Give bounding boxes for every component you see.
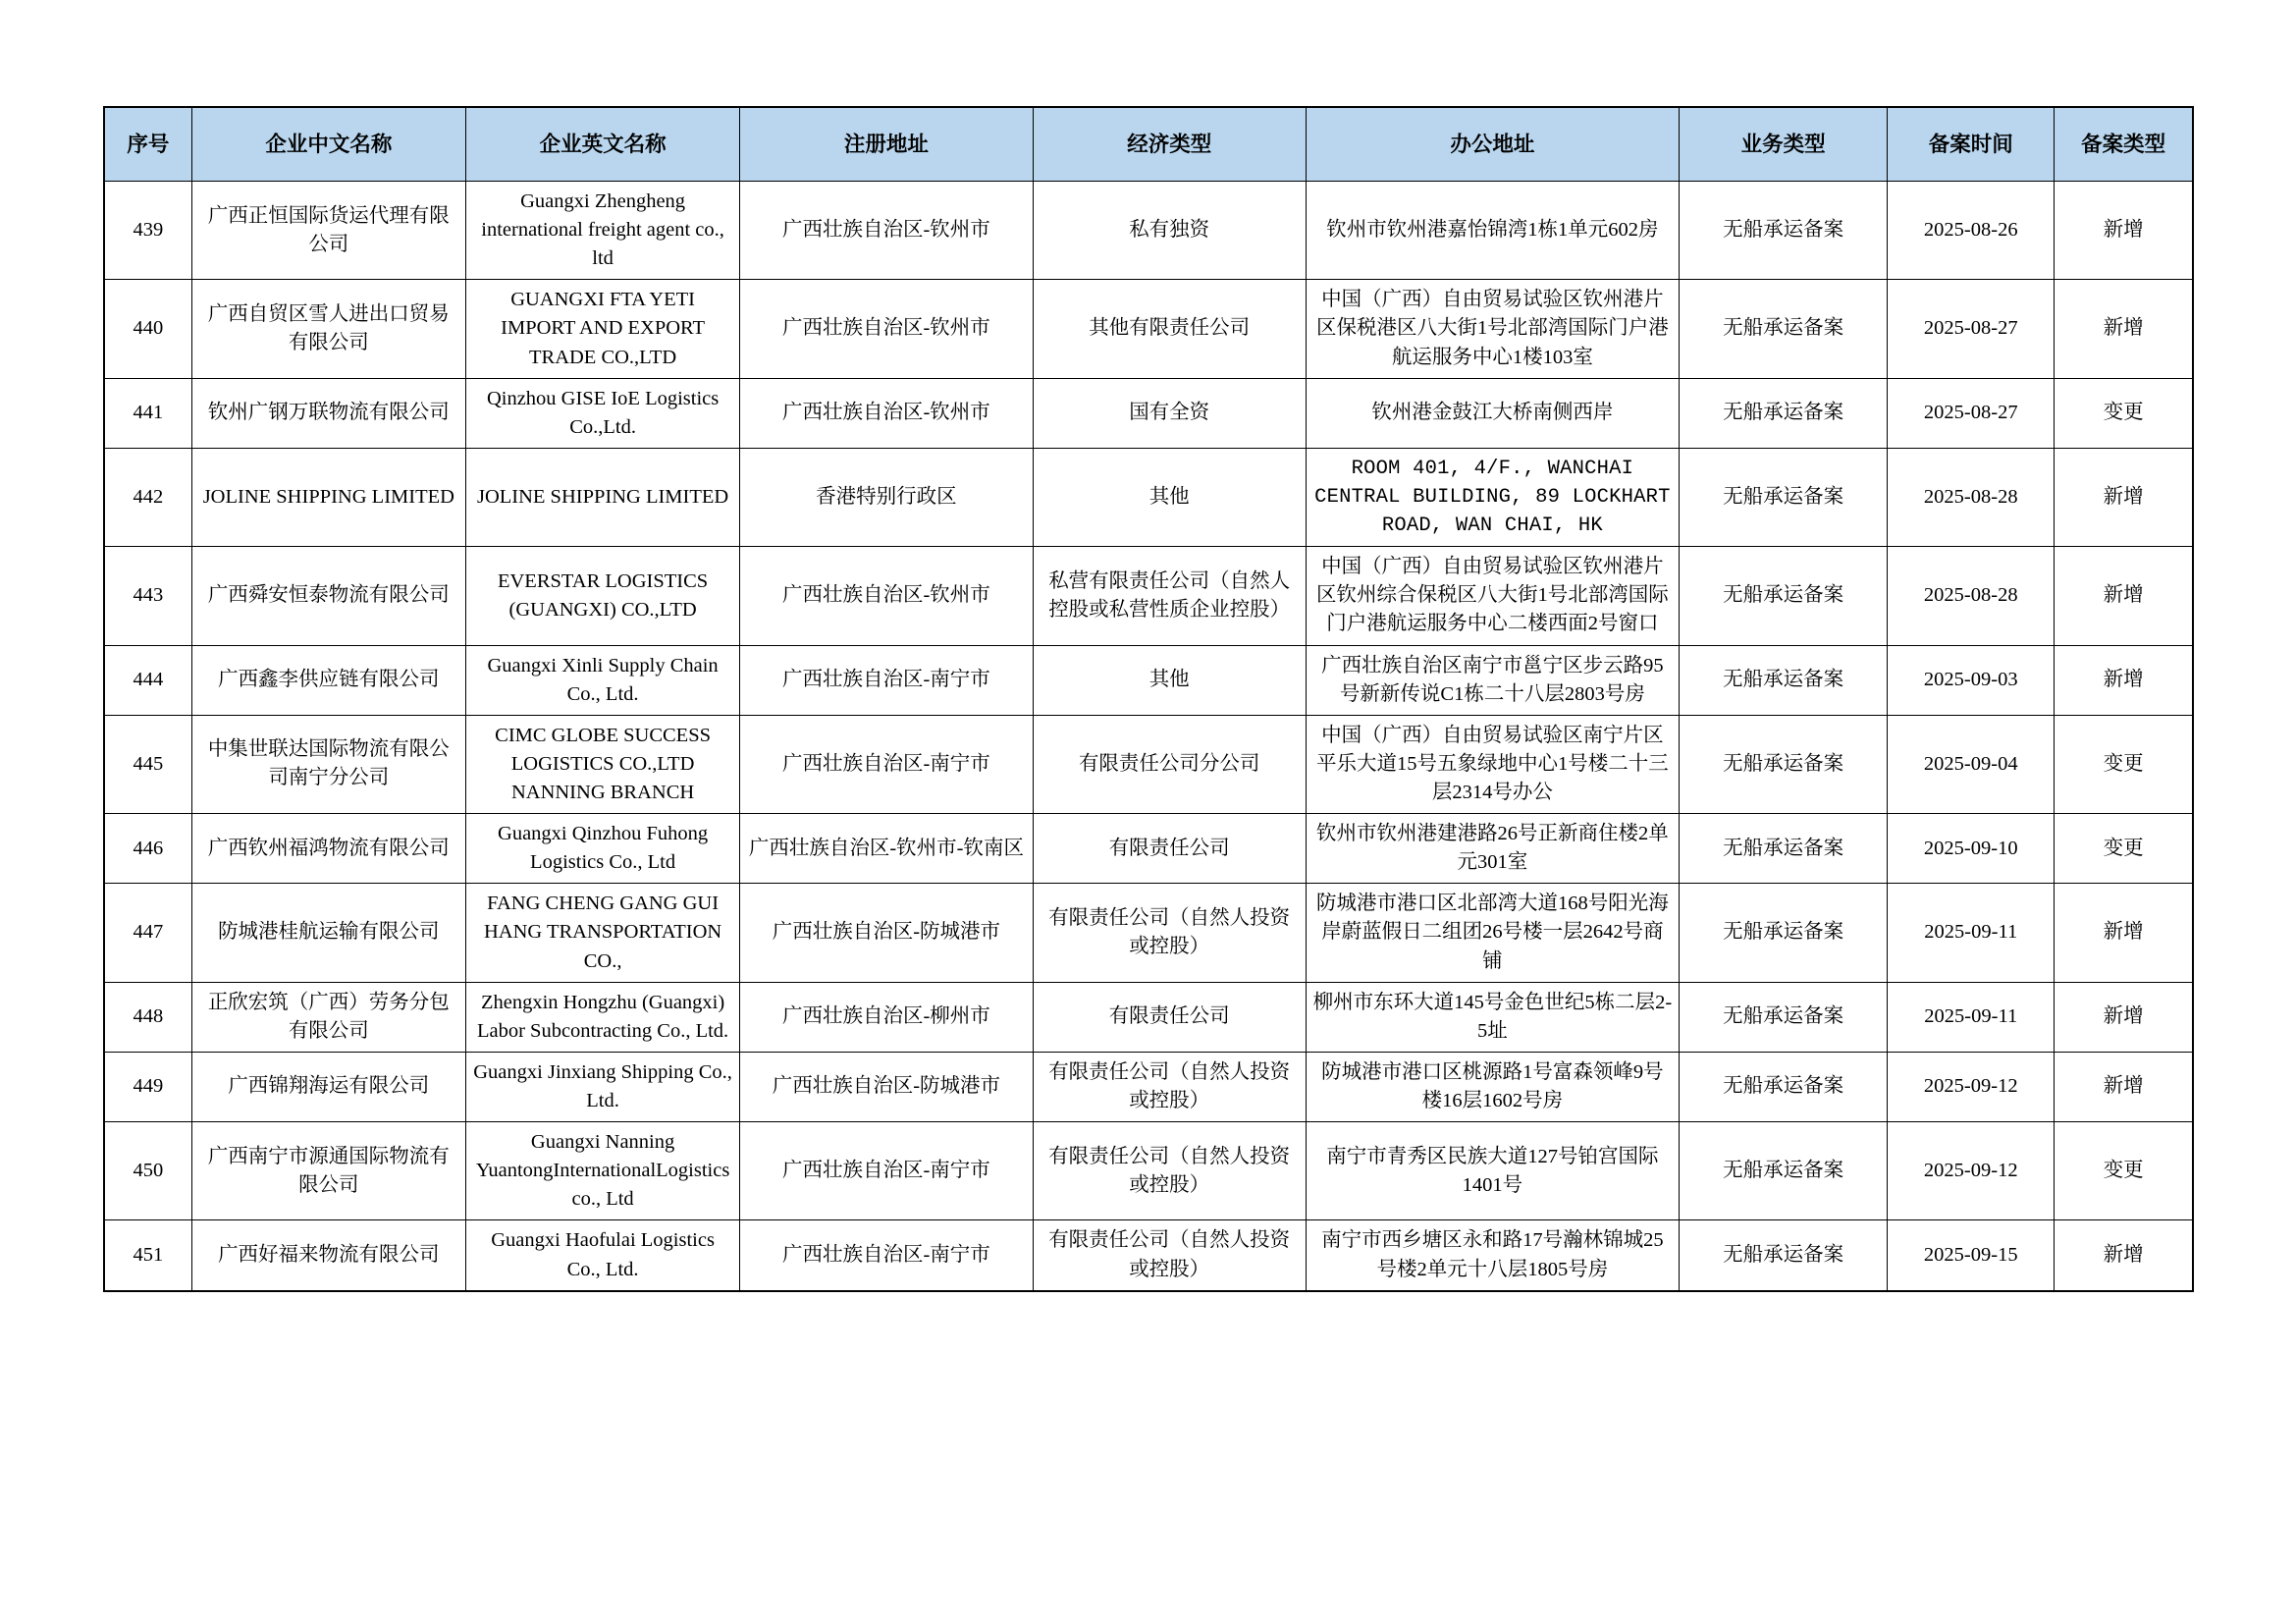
cell-record-type: 变更	[2055, 1122, 2193, 1220]
cell-record-type: 变更	[2055, 715, 2193, 813]
cell-business-type: 无船承运备案	[1679, 1052, 1887, 1121]
cell-reg-address: 广西壮族自治区-钦州市	[740, 378, 1033, 448]
cell-index: 446	[104, 814, 191, 884]
table-row	[104, 280, 2193, 378]
cell-record-type: 新增	[2055, 448, 2193, 546]
table-row	[104, 884, 2193, 982]
cell-office-address: 中国（广西）自由贸易试验区南宁片区平乐大道15号五象绿地中心1号楼二十三层2314号办公	[1306, 715, 1679, 813]
cell-record-date: 2025-09-15	[1888, 1220, 2055, 1291]
cell-record-date: 2025-09-11	[1888, 884, 2055, 982]
cell-record-type: 新增	[2055, 982, 2193, 1052]
cell-en-name: Guangxi Haofulai Logistics Co., Ltd.	[465, 1220, 739, 1291]
cell-office-address: 中国（广西）自由贸易试验区钦州港片区钦州综合保税区八大街1号北部湾国际门户港航运服务中心二楼西面2号窗口	[1306, 547, 1679, 645]
cell-economic-type: 其他	[1033, 448, 1306, 546]
cell-reg-address: 广西壮族自治区-钦州市	[740, 547, 1033, 645]
cell-business-type: 无船承运备案	[1679, 448, 1887, 546]
cell-record-date: 2025-09-12	[1888, 1052, 2055, 1121]
cell-index: 451	[104, 1220, 191, 1291]
cell-index: 447	[104, 884, 191, 982]
cell-index: 441	[104, 378, 191, 448]
cell-business-type: 无船承运备案	[1679, 182, 1887, 280]
cell-index: 442	[104, 448, 191, 546]
cell-economic-type: 有限责任公司（自然人投资或控股）	[1033, 1052, 1306, 1121]
cell-record-date: 2025-09-03	[1888, 645, 2055, 715]
cell-record-date: 2025-09-12	[1888, 1122, 2055, 1220]
table-header	[104, 107, 2193, 182]
cell-reg-address: 广西壮族自治区-钦州市-钦南区	[740, 814, 1033, 884]
cell-reg-address: 广西壮族自治区-钦州市	[740, 182, 1033, 280]
cell-office-address: 南宁市西乡塘区永和路17号瀚林锦城25号楼2单元十八层1805号房	[1306, 1220, 1679, 1291]
cell-business-type: 无船承运备案	[1679, 884, 1887, 982]
cell-office-address: 柳州市东环大道145号金色世纪5栋二层2-5址	[1306, 982, 1679, 1052]
cell-en-name: Qinzhou GISE IoE Logistics Co.,Ltd.	[465, 378, 739, 448]
cell-office-address: 南宁市青秀区民族大道127号铂宫国际1401号	[1306, 1122, 1679, 1220]
column-header-record-date: 备案时间	[1888, 107, 2055, 182]
table-body	[104, 182, 2193, 1291]
cell-cn-name: 中集世联达国际物流有限公司南宁分公司	[191, 715, 465, 813]
cell-office-address: 防城港市港口区桃源路1号富森领峰9号楼16层1602号房	[1306, 1052, 1679, 1121]
table-row	[104, 814, 2193, 884]
cell-economic-type: 有限责任公司分公司	[1033, 715, 1306, 813]
cell-economic-type: 私有独资	[1033, 182, 1306, 280]
cell-record-type: 新增	[2055, 645, 2193, 715]
cell-record-date: 2025-09-10	[1888, 814, 2055, 884]
cell-record-date: 2025-09-04	[1888, 715, 2055, 813]
cell-economic-type: 其他	[1033, 645, 1306, 715]
cell-en-name: EVERSTAR LOGISTICS (GUANGXI) CO.,LTD	[465, 547, 739, 645]
table-header-row	[104, 107, 2193, 182]
cell-cn-name: 广西钦州福鸿物流有限公司	[191, 814, 465, 884]
cell-index: 439	[104, 182, 191, 280]
cell-en-name: Zhengxin Hongzhu (Guangxi) Labor Subcontracting Co., Ltd.	[465, 982, 739, 1052]
table-row	[104, 1122, 2193, 1220]
cell-en-name: JOLINE SHIPPING LIMITED	[465, 448, 739, 546]
cell-business-type: 无船承运备案	[1679, 280, 1887, 378]
cell-record-type: 新增	[2055, 884, 2193, 982]
cell-index: 445	[104, 715, 191, 813]
cell-business-type: 无船承运备案	[1679, 547, 1887, 645]
cell-reg-address: 广西壮族自治区-防城港市	[740, 884, 1033, 982]
cell-reg-address: 香港特别行政区	[740, 448, 1033, 546]
cell-en-name: Guangxi Qinzhou Fuhong Logistics Co., Ltd	[465, 814, 739, 884]
cell-index: 448	[104, 982, 191, 1052]
cell-economic-type: 其他有限责任公司	[1033, 280, 1306, 378]
column-header-reg-address: 注册地址	[740, 107, 1033, 182]
table-row	[104, 645, 2193, 715]
cell-office-address: 钦州市钦州港建港路26号正新商住楼2单元301室	[1306, 814, 1679, 884]
cell-en-name: Guangxi Nanning YuantongInternationalLogistics co., Ltd	[465, 1122, 739, 1220]
cell-cn-name: 广西舜安恒泰物流有限公司	[191, 547, 465, 645]
cell-index: 440	[104, 280, 191, 378]
cell-en-name: GUANGXI FTA YETI IMPORT AND EXPORT TRADE CO.,LTD	[465, 280, 739, 378]
cell-cn-name: 钦州广钢万联物流有限公司	[191, 378, 465, 448]
cell-business-type: 无船承运备案	[1679, 1122, 1887, 1220]
cell-record-type: 新增	[2055, 547, 2193, 645]
cell-cn-name: 防城港桂航运输有限公司	[191, 884, 465, 982]
cell-economic-type: 私营有限责任公司（自然人控股或私营性质企业控股）	[1033, 547, 1306, 645]
cell-record-type: 变更	[2055, 378, 2193, 448]
cell-index: 450	[104, 1122, 191, 1220]
cell-economic-type: 有限责任公司（自然人投资或控股）	[1033, 1220, 1306, 1291]
table-row	[104, 1220, 2193, 1291]
cell-reg-address: 广西壮族自治区-南宁市	[740, 645, 1033, 715]
cell-business-type: 无船承运备案	[1679, 982, 1887, 1052]
cell-office-address: 中国（广西）自由贸易试验区钦州港片区保税港区八大街1号北部湾国际门户港航运服务中心1楼103室	[1306, 280, 1679, 378]
table-row	[104, 1052, 2193, 1121]
table-row	[104, 378, 2193, 448]
cell-record-type: 新增	[2055, 1052, 2193, 1121]
cell-cn-name: 广西锦翔海运有限公司	[191, 1052, 465, 1121]
cell-cn-name: 广西好福来物流有限公司	[191, 1220, 465, 1291]
cell-en-name: Guangxi Zhengheng international freight agent co., ltd	[465, 182, 739, 280]
cell-en-name: Guangxi Jinxiang Shipping Co., Ltd.	[465, 1052, 739, 1121]
cell-office-address: 防城港市港口区北部湾大道168号阳光海岸蔚蓝假日二组团26号楼一层2642号商铺	[1306, 884, 1679, 982]
cell-en-name: FANG CHENG GANG GUI HANG TRANSPORTATION CO.,	[465, 884, 739, 982]
column-header-index: 序号	[104, 107, 191, 182]
table-row	[104, 448, 2193, 546]
cell-cn-name: JOLINE SHIPPING LIMITED	[191, 448, 465, 546]
cell-cn-name: 正欣宏筑（广西）劳务分包有限公司	[191, 982, 465, 1052]
column-header-en-name: 企业英文名称	[465, 107, 739, 182]
cell-reg-address: 广西壮族自治区-钦州市	[740, 280, 1033, 378]
cell-economic-type: 有限责任公司（自然人投资或控股）	[1033, 1122, 1306, 1220]
cell-record-date: 2025-09-11	[1888, 982, 2055, 1052]
table-row	[104, 182, 2193, 280]
column-header-office-address: 办公地址	[1306, 107, 1679, 182]
column-header-cn-name: 企业中文名称	[191, 107, 465, 182]
cell-office-address: 钦州港金鼓江大桥南侧西岸	[1306, 378, 1679, 448]
cell-record-type: 新增	[2055, 1220, 2193, 1291]
cell-index: 443	[104, 547, 191, 645]
cell-record-date: 2025-08-28	[1888, 448, 2055, 546]
cell-record-date: 2025-08-27	[1888, 280, 2055, 378]
cell-reg-address: 广西壮族自治区-南宁市	[740, 1220, 1033, 1291]
cell-economic-type: 国有全资	[1033, 378, 1306, 448]
table-row	[104, 547, 2193, 645]
cell-index: 449	[104, 1052, 191, 1121]
cell-record-date: 2025-08-27	[1888, 378, 2055, 448]
cell-office-address: ROOM 401, 4/F., WANCHAI CENTRAL BUILDING, 89 LOCKHART ROAD, WAN CHAI, HK	[1306, 448, 1679, 546]
table-row	[104, 982, 2193, 1052]
cell-office-address: 钦州市钦州港嘉怡锦湾1栋1单元602房	[1306, 182, 1679, 280]
cell-reg-address: 广西壮族自治区-柳州市	[740, 982, 1033, 1052]
column-header-record-type: 备案类型	[2055, 107, 2193, 182]
cell-record-type: 新增	[2055, 182, 2193, 280]
cell-business-type: 无船承运备案	[1679, 1220, 1887, 1291]
cell-reg-address: 广西壮族自治区-南宁市	[740, 1122, 1033, 1220]
cell-en-name: Guangxi Xinli Supply Chain Co., Ltd.	[465, 645, 739, 715]
cell-cn-name: 广西鑫李供应链有限公司	[191, 645, 465, 715]
cell-record-type: 新增	[2055, 280, 2193, 378]
cell-office-address: 广西壮族自治区南宁市邕宁区步云路95号新新传说C1栋二十八层2803号房	[1306, 645, 1679, 715]
cell-business-type: 无船承运备案	[1679, 378, 1887, 448]
cell-en-name: CIMC GLOBE SUCCESS LOGISTICS CO.,LTD NANNING BRANCH	[465, 715, 739, 813]
column-header-business-type: 业务类型	[1679, 107, 1887, 182]
column-header-economic-type: 经济类型	[1033, 107, 1306, 182]
cell-economic-type: 有限责任公司	[1033, 814, 1306, 884]
cell-record-type: 变更	[2055, 814, 2193, 884]
cell-cn-name: 广西自贸区雪人进出口贸易有限公司	[191, 280, 465, 378]
cell-economic-type: 有限责任公司	[1033, 982, 1306, 1052]
table-row	[104, 715, 2193, 813]
cell-business-type: 无船承运备案	[1679, 645, 1887, 715]
cell-reg-address: 广西壮族自治区-防城港市	[740, 1052, 1033, 1121]
cell-index: 444	[104, 645, 191, 715]
cell-reg-address: 广西壮族自治区-南宁市	[740, 715, 1033, 813]
enterprise-record-table	[103, 106, 2194, 1292]
cell-cn-name: 广西南宁市源通国际物流有限公司	[191, 1122, 465, 1220]
cell-record-date: 2025-08-26	[1888, 182, 2055, 280]
cell-cn-name: 广西正恒国际货运代理有限公司	[191, 182, 465, 280]
cell-business-type: 无船承运备案	[1679, 814, 1887, 884]
cell-economic-type: 有限责任公司（自然人投资或控股）	[1033, 884, 1306, 982]
cell-record-date: 2025-08-28	[1888, 547, 2055, 645]
cell-business-type: 无船承运备案	[1679, 715, 1887, 813]
